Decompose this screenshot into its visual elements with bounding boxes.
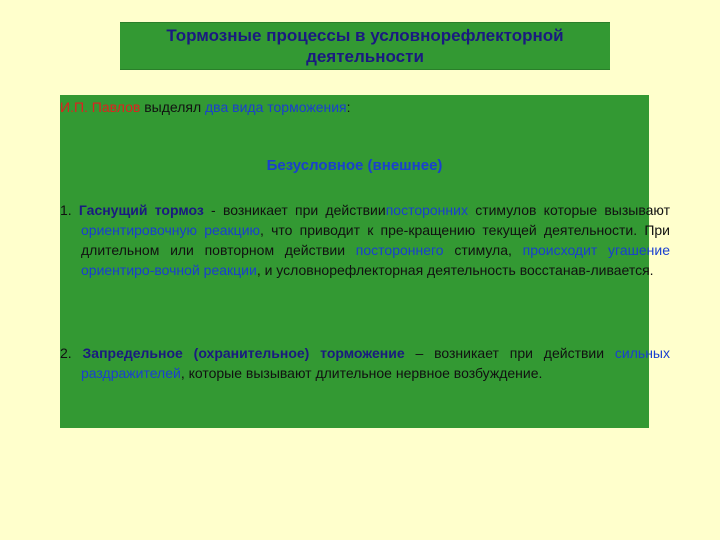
slide-title (120, 22, 610, 70)
item1-phrase4: происходит угашение ориентиро-вочной реакции (81, 242, 670, 278)
slide-title-line2: деятельности (306, 47, 424, 66)
intro-line (60, 97, 649, 117)
item1-number: 1. (60, 202, 79, 218)
intro-verb: выделял (140, 99, 206, 115)
slide-title-line1: Тормозные процессы в условнорефлекторной (166, 26, 564, 45)
list-item-1 (60, 200, 672, 280)
item2-text1: , которые вызывают длительное нервное возбуждение. (180, 365, 543, 381)
item1-phrase3: постороннего (355, 242, 444, 258)
intro-highlight: два вида торможения (205, 99, 347, 115)
item2-phrase1: сильных раздражителей (81, 345, 670, 381)
item1-dash: - возникает при действии (203, 202, 386, 218)
item2-term: Запредельное (охранительное) торможение (82, 345, 405, 361)
list-item-2 (60, 343, 672, 383)
item2-number: 2. (60, 345, 83, 361)
item1-text4: , и условнорефлекторная деятельность восстанав-ливается. (256, 262, 654, 278)
item2-dash: – возникает при действии (404, 345, 615, 361)
item1-text3: стимула, (443, 242, 523, 258)
item1-phrase2: ориентировочную реакцию (81, 222, 261, 238)
item1-phrase1: посторонних (385, 202, 468, 218)
author-name: И.П. Павлов (60, 99, 141, 115)
item1-text2: , что приводит к пре-кращению текущей деятельности. При длительном или повторном действии (81, 222, 671, 258)
intro-end: : (346, 99, 351, 115)
item1-term: Гаснущий тормоз (78, 202, 204, 218)
item1-text1: стимулов которые вызывают (467, 202, 670, 218)
section-heading: Безусловное (внешнее) (266, 157, 443, 174)
